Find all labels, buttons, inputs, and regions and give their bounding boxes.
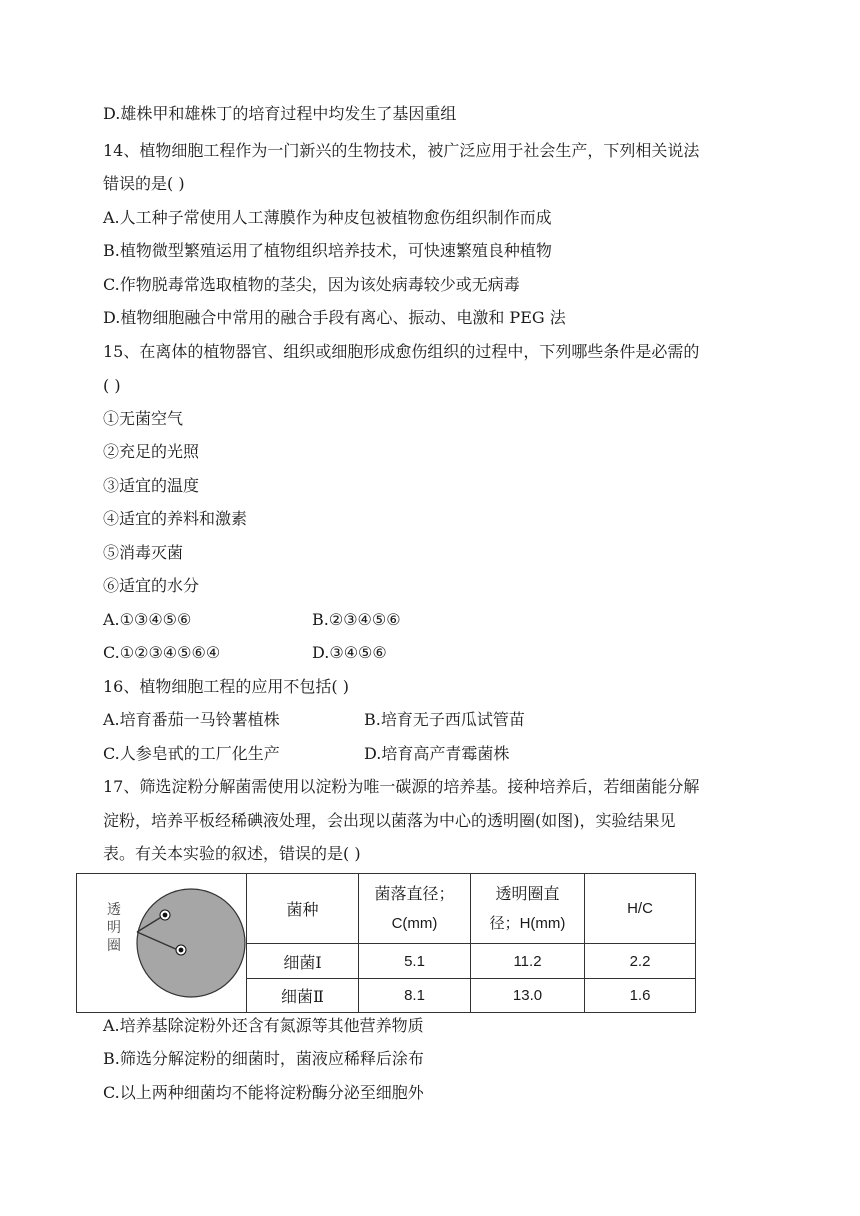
figure-label-char-1: 透 [107, 902, 121, 918]
q15-condition-2: ②充足的光照 [103, 442, 200, 461]
q15-stem-line2: ( ) [103, 376, 121, 395]
q15-condition-5: ⑤消毒灭菌 [103, 543, 184, 562]
q14-option-a: A.人工种子常使用人工薄膜作为种皮包被植物愈伤组织制作而成 [103, 208, 552, 227]
q16-option-b: B.培育无子西瓜试管苗 [364, 710, 525, 729]
table-row2-strain: 细菌Ⅱ [246, 978, 359, 1013]
q17-results-table [76, 873, 696, 1013]
q16-option-c: C.人参皂甙的工厂化生产 [103, 744, 280, 763]
q16-option-d: D.培育高产青霉菌株 [364, 744, 510, 763]
table-row1-strain: 细菌Ⅰ [246, 943, 359, 979]
q15-condition-6: ⑥适宜的水分 [103, 576, 200, 595]
q15-condition-1: ①无菌空气 [103, 409, 184, 428]
q14-stem-line1: 14、植物细胞工程作为一门新兴的生物技术，被广泛应用于社会生产，下列相关说法 [103, 141, 700, 160]
colony-1-center [163, 913, 168, 918]
q15-option-d: D.③④⑤⑥ [312, 643, 387, 662]
table-row2-c: 8.1 [358, 978, 471, 1013]
q16-stem: 16、植物细胞工程的应用不包括( ) [103, 677, 349, 696]
table-row2-h: 13.0 [470, 978, 585, 1013]
table-figure-cell [76, 873, 247, 1013]
q16-option-a: A.培育番茄一马铃薯植株 [103, 710, 280, 729]
figure-label-char-2: 明 [107, 920, 121, 936]
q15-option-b: B.②③④⑤⑥ [312, 610, 401, 629]
header-halo-diameter: 透明圈直 径；H(mm) [470, 873, 585, 944]
q17-stem-line1: 17、筛选淀粉分解菌需使用以淀粉为唯一碳源的培养基。接种培养后，若细菌能分解 [103, 777, 700, 796]
header-colony-diameter: 菌落直径； C(mm) [358, 873, 471, 944]
q17-option-b: B.筛选分解淀粉的细菌时，菌液应稀释后涂布 [103, 1049, 424, 1068]
table-row1-c: 5.1 [358, 943, 471, 979]
q17-option-c: C.以上两种细菌均不能将淀粉酶分泌至细胞外 [103, 1083, 424, 1102]
petri-dish-figure [77, 874, 246, 1012]
q14-option-c: C.作物脱毒常选取植物的茎尖，因为该处病毒较少或无病毒 [103, 275, 520, 294]
header-ratio: H/C [584, 873, 696, 944]
q15-option-a: A.①③④⑤⑥ [103, 610, 192, 629]
colony-2-center [179, 948, 184, 953]
q15-stem-line1: 15、在离体的植物器官、组织或细胞形成愈伤组织的过程中，下列哪些条件是必需的 [103, 342, 700, 361]
q13-option-d: D.雄株甲和雄株丁的培育过程中均发生了基因重组 [103, 104, 457, 123]
q15-condition-4: ④适宜的养料和激素 [103, 509, 248, 528]
q14-option-d: D.植物细胞融合中常用的融合手段有离心、振动、电激和 PEG 法 [103, 308, 566, 327]
q17-stem-line3: 表。有关本实验的叙述，错误的是( ) [103, 844, 361, 863]
table-row1-ratio: 2.2 [584, 943, 696, 979]
figure-label-char-3: 圈 [107, 938, 121, 954]
q15-option-c: C.①②③④⑤⑥④ [103, 643, 221, 662]
header-strain: 菌种 [246, 873, 359, 944]
q14-stem-line2: 错误的是( ) [103, 174, 185, 193]
q17-option-a: A.培养基除淀粉外还含有氮源等其他营养物质 [103, 1016, 424, 1035]
q15-condition-3: ③适宜的温度 [103, 476, 200, 495]
q14-option-b: B.植物微型繁殖运用了植物组织培养技术，可快速繁殖良种植物 [103, 241, 552, 260]
table-row2-ratio: 1.6 [584, 978, 696, 1013]
table-row1-h: 11.2 [470, 943, 585, 979]
q17-stem-line2: 淀粉，培养平板经稀碘液处理，会出现以菌落为中心的透明圈(如图)，实验结果见 [103, 811, 676, 830]
petri-dish [137, 889, 245, 997]
